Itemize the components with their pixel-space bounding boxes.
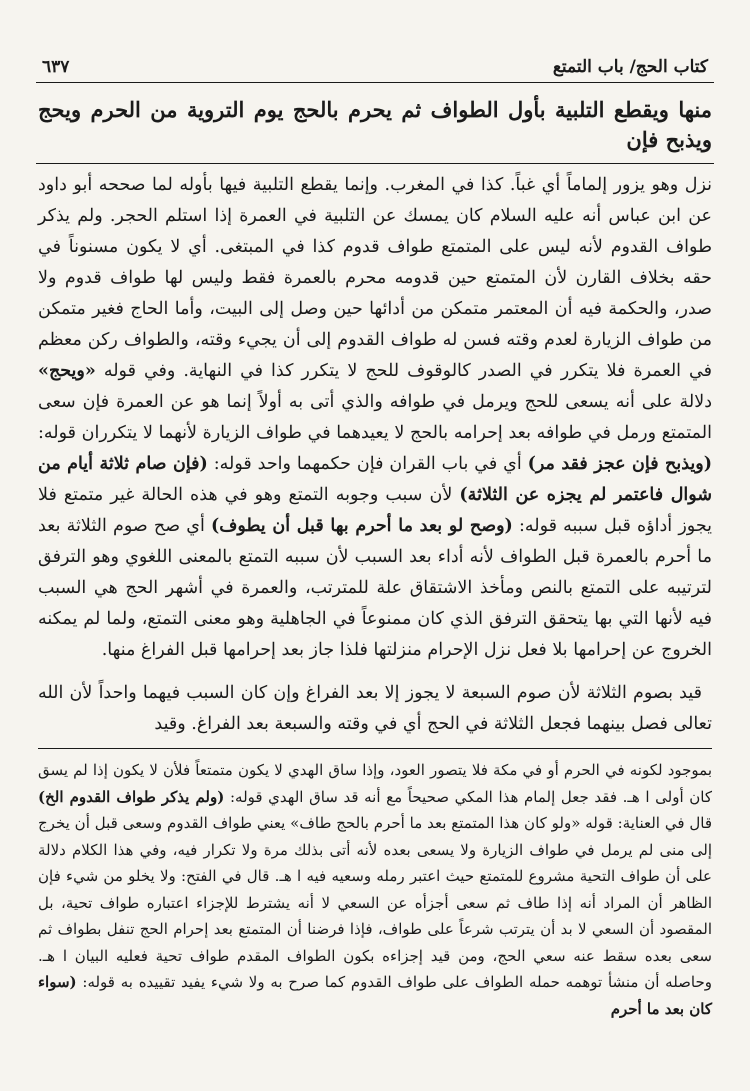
commentary-paragraph-1 [38, 170, 712, 666]
footnote-paragraph [38, 757, 712, 1022]
commentary-text: دلالة على أنه يسعى للحج ويرمل في طوافه والذي أتى به أولاً إنما هو عن العمرة فإن سعى المتمتع ورمل في طوافه بعد إحرامه بالحج لا يعيدهما في طواف الزيارة لأنهما لا يتكرران قوله: [38, 392, 712, 443]
quoted-term: (ويذبح فإن عجز فقد مر) [527, 454, 713, 474]
commentary-text: أي في باب القران فإن حكمهما واحد قوله: [207, 454, 528, 474]
commentary-text: نزل وهو يزور إلماماً أي غباً. كذا في المغرب. وإنما يقطع التلبية فيها بأوله لما صححه أبو داود عن ابن عباس أنه عليه السلام كان يمسك عن التلبية في العمرة إذا استلم الحجر. ولم يذكر طواف القدوم لأنه ليس على المتمتع طواف قدوم كذا في المبتغى. أي لا يكون مسنوناً في حقه بخلاف القارن لأن المتمتع حين قدومه محرم بالعمرة فقط وليس لها طواف قدوم ولا صدر، والحكمة فيه أن المعتمر متمكن من أدائها حين وصل إلى البيت، وأما الحاج فغير متمكن من طواف الزيارة لعدم وقته فسن له طواف القدوم إلى أن يجيء وقته، والطواف ركن معظم في العمرة فلا يتكرر في الصدر كالوقوف للحج لا يتكرر كذا في النهاية. وفي قوله [38, 175, 712, 381]
footnote-text: بموجود لكونه في الحرم أو في مكة فلا يتصور العود، وإذا ساق الهدي لا يكون متمتعاً فلأن لا يكون إذا لم يسق كان أولى ا هـ. فقد جعل إلمام هذا المكي صحيحاً مع أنه قد ساق الهدي قوله: [38, 761, 712, 806]
quoted-term: (فإن صام ثلاثة أيام من شوال فاعتمر لم يجزه عن الثلاثة) [38, 454, 713, 505]
footnotes [36, 749, 714, 1022]
footnote-text: قال في العناية: قوله «ولو كان هذا المتمتع بعد ما أحرم بالحج طاف» يعني طواف القدوم وسعى قبل أن يخرج إلى منى لم يرمل في طواف الزيارة ولا يسعى بعده لأنه أتى بذلك مرة ولا تكرار فيه، وفي هذا الكلام دلالة على أن طواف التحية مشروع للمتمتع حيث اعتبر رمله وسعيه فيه ا هـ. قال في الفتح: ولا يخلو من شيء فإن الظاهر أن المراد أنه إذا طاف ثم سعى أجزأه عن السعي لا أنه يشترط للإجزاء اعتباره طواف تحية، بل المقصود أن السعي لا بد أن يترتب شرعاً على طواف، فإذا فرضنا أن المتمتع بعد إحرام الحج تنفل بطواف ثم سعى بعده سقط عنه سعي الحج، ومن قيد إجزاءه بكون الطواف المقدم طواف تحية فعليه البيان ا هـ. وحاصله أن منشأ توهمه حمله الطواف على طواف القدوم كما صرح به ولا شيء يفيد تقييده به قوله: [38, 814, 712, 991]
running-header [36, 56, 714, 83]
commentary-paragraph-2: قيد بصوم الثلاثة لأن صوم السبعة لا يجوز إلا بعد الفراغ وإن كان السبب فيهما واحداً لأن الله تعالى فصل بينهما فجعل الثلاثة في الحج أي في وقته والسبعة بعد الفراغ. وقيد [38, 683, 712, 734]
quoted-term: «ويحج» [38, 361, 96, 381]
header-title: كتاب الحج/ باب التمتع [552, 57, 708, 77]
commentary-text: لأن سبب وجوبه التمتع وهو في هذه الحالة غير متمتع فلا يجوز أداؤه قبل سببه قوله: [38, 485, 712, 536]
matn-text: منها ويقطع التلبية بأول الطواف ثم يحرم بالحج يوم التروية من الحرم ويحج ويذبح فإن [36, 83, 714, 164]
quoted-term: (وصح لو بعد ما أحرم بها قبل أن يطوف) [210, 516, 513, 536]
footnote-quoted-term: (سواء كان بعد ما أحرم [38, 973, 712, 1018]
commentary-text: أي صح صوم الثلاثة بعد ما أحرم بالعمرة قبل الطواف لأنه أداء بعد السبب لأن سببه التمتع بالمعنى اللغوي وهو الترفق لترتيبه على التمتع بالنص ومأخذ الاشتقاق علة للمترتب، والعمرة في أشهر الحج هي السبب فيه لأنها التي بها يتحقق الترفق الذي كان ممنوعاً في الجاهلية وهو معنى التمتع، ولما لم يمكنه الخروج عن إحرامها بلا فعل نزل الإحرام منزلتها فلذا جاز بعد إحرامها قبل الفراغ منها. [38, 516, 712, 660]
page-number: ٦٣٧ [42, 57, 70, 77]
commentary-body [36, 164, 714, 740]
footnote-quoted-term: (ولم يذكر طواف القدوم الخ) [38, 787, 225, 806]
